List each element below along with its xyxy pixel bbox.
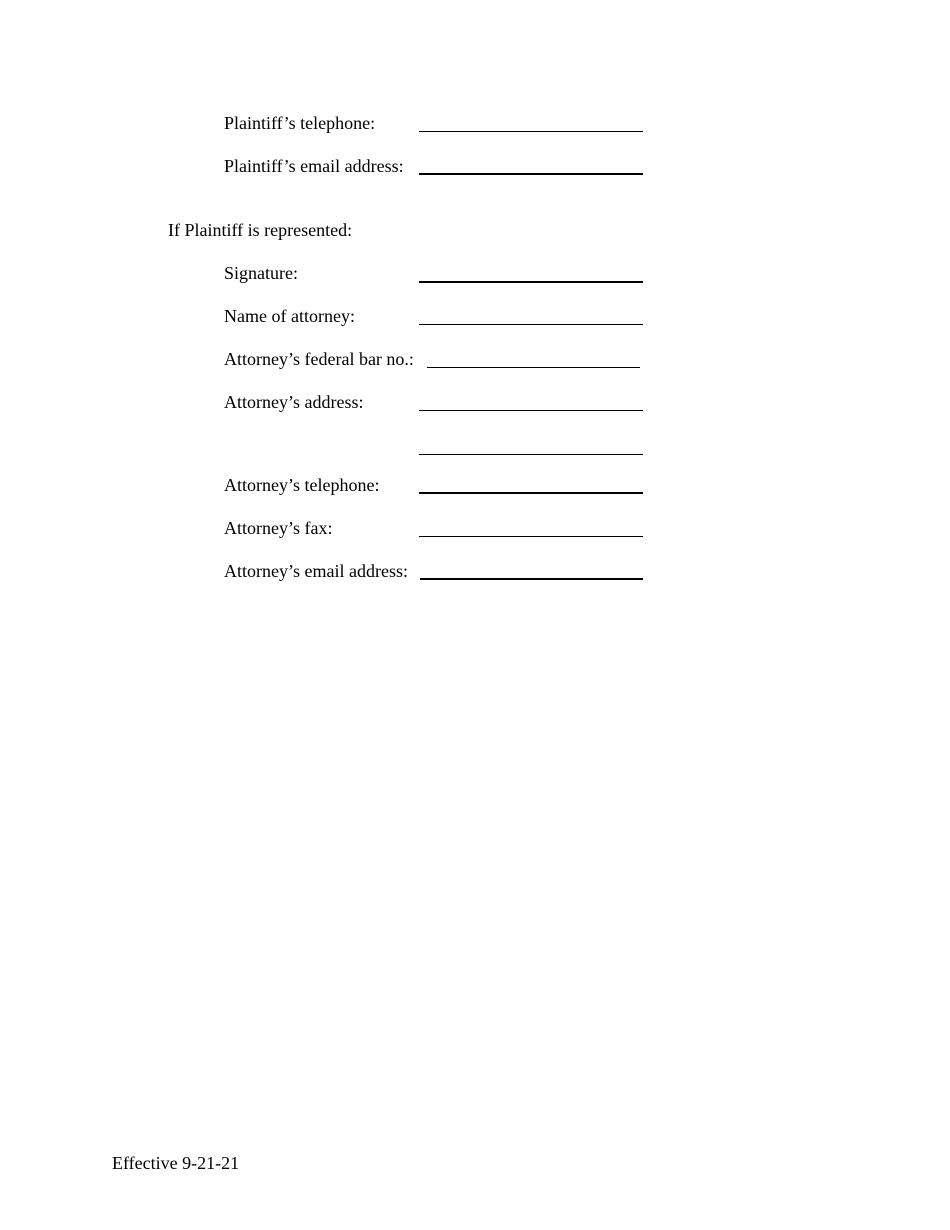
- plaintiff-telephone-label: Plaintiff’s telephone:: [224, 113, 376, 133]
- attorney-telephone-label: Attorney’s telephone:: [224, 475, 380, 495]
- attorney-address-label: Attorney’s address:: [224, 392, 364, 412]
- plaintiff-email-label: Plaintiff’s email address:: [224, 156, 404, 176]
- attorney-federal-bar-label: Attorney’s federal bar no.:: [224, 349, 414, 369]
- attorney-name-label: Name of attorney:: [224, 306, 355, 326]
- attorney-name-field[interactable]: [419, 324, 643, 325]
- attorney-address-field-line2[interactable]: [419, 454, 643, 455]
- effective-date-footer: Effective 9-21-21: [112, 1153, 240, 1173]
- plaintiff-telephone-field[interactable]: [419, 131, 643, 132]
- attorney-address-field-line1[interactable]: [419, 410, 643, 411]
- attorney-fax-field[interactable]: [419, 536, 643, 537]
- plaintiff-email-field[interactable]: [419, 173, 643, 175]
- signature-field[interactable]: [419, 281, 643, 283]
- attorney-email-label: Attorney’s email address:: [224, 561, 408, 581]
- signature-label: Signature:: [224, 263, 298, 283]
- represented-heading: If Plaintiff is represented:: [168, 220, 353, 240]
- attorney-telephone-field[interactable]: [419, 492, 643, 494]
- attorney-email-field[interactable]: [420, 578, 643, 580]
- attorney-federal-bar-field[interactable]: [427, 367, 640, 368]
- attorney-fax-label: Attorney’s fax:: [224, 518, 333, 538]
